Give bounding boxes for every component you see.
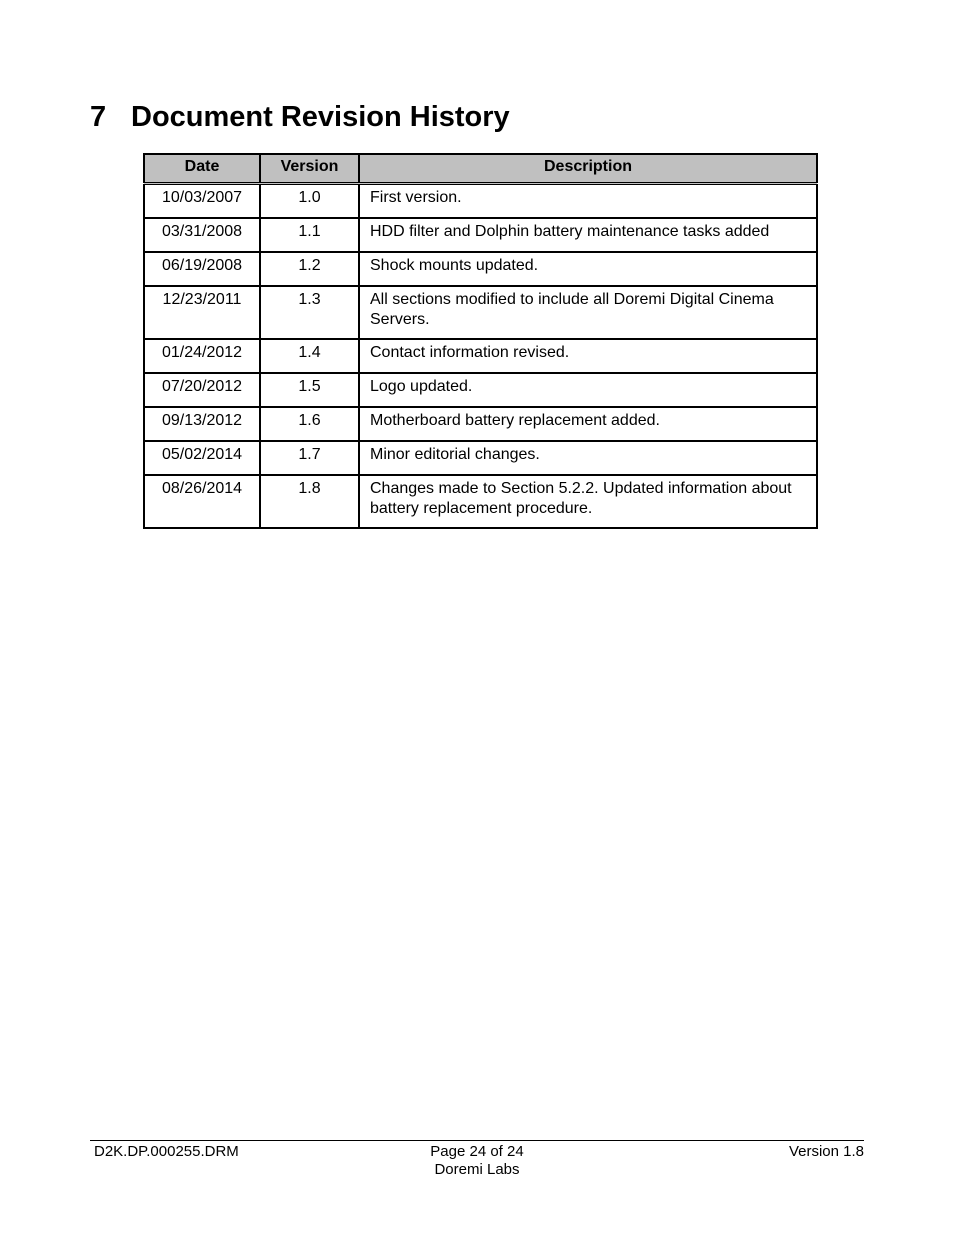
cell-description: Motherboard battery replacement added. <box>359 407 817 441</box>
cell-date: 01/24/2012 <box>144 339 260 373</box>
cell-date: 05/02/2014 <box>144 441 260 475</box>
revision-history-table <box>143 153 818 529</box>
cell-version: 1.2 <box>260 252 359 286</box>
table-row <box>144 441 817 475</box>
cell-version: 1.7 <box>260 441 359 475</box>
section-number: 7 <box>90 101 107 133</box>
table-row <box>144 184 817 219</box>
cell-description: Contact information revised. <box>359 339 817 373</box>
cell-date: 10/03/2007 <box>144 184 260 219</box>
cell-version: 1.5 <box>260 373 359 407</box>
cell-date: 03/31/2008 <box>144 218 260 252</box>
cell-version: 1.6 <box>260 407 359 441</box>
cell-version: 1.3 <box>260 286 359 339</box>
table-row <box>144 218 817 252</box>
cell-version: 1.1 <box>260 218 359 252</box>
footer-center <box>377 1143 577 1179</box>
cell-description: Minor editorial changes. <box>359 441 817 475</box>
table-header-row <box>144 154 817 184</box>
cell-version: 1.8 <box>260 475 359 528</box>
cell-date: 09/13/2012 <box>144 407 260 441</box>
cell-date: 07/20/2012 <box>144 373 260 407</box>
cell-description: All sections modified to include all Doremi Digital Cinema Servers. <box>359 286 817 339</box>
cell-date: 12/23/2011 <box>144 286 260 339</box>
footer-divider <box>90 1140 864 1141</box>
column-header-description: Description <box>359 154 817 184</box>
cell-description: HDD filter and Dolphin battery maintenance tasks added <box>359 218 817 252</box>
footer-version: Version 1.8 <box>788 1143 864 1160</box>
cell-date: 08/26/2014 <box>144 475 260 528</box>
cell-description: Logo updated. <box>359 373 817 407</box>
footer-page-number: Page 24 of 24 <box>430 1143 524 1160</box>
section-heading <box>90 99 510 135</box>
footer-doc-id: D2K.DP.000255.DRM <box>94 1143 239 1160</box>
section-title: Document Revision History <box>131 101 510 133</box>
table-row <box>144 286 817 339</box>
table-row <box>144 339 817 373</box>
cell-description: Changes made to Section 5.2.2. Updated information about battery replacement procedure. <box>359 475 817 528</box>
table-row <box>144 373 817 407</box>
table-row <box>144 252 817 286</box>
cell-description: Shock mounts updated. <box>359 252 817 286</box>
table-row <box>144 475 817 528</box>
cell-description: First version. <box>359 184 817 219</box>
table-row <box>144 407 817 441</box>
footer-company: Doremi Labs <box>434 1161 520 1178</box>
column-header-date: Date <box>144 154 260 184</box>
column-header-version: Version <box>260 154 359 184</box>
cell-version: 1.0 <box>260 184 359 219</box>
cell-date: 06/19/2008 <box>144 252 260 286</box>
cell-version: 1.4 <box>260 339 359 373</box>
